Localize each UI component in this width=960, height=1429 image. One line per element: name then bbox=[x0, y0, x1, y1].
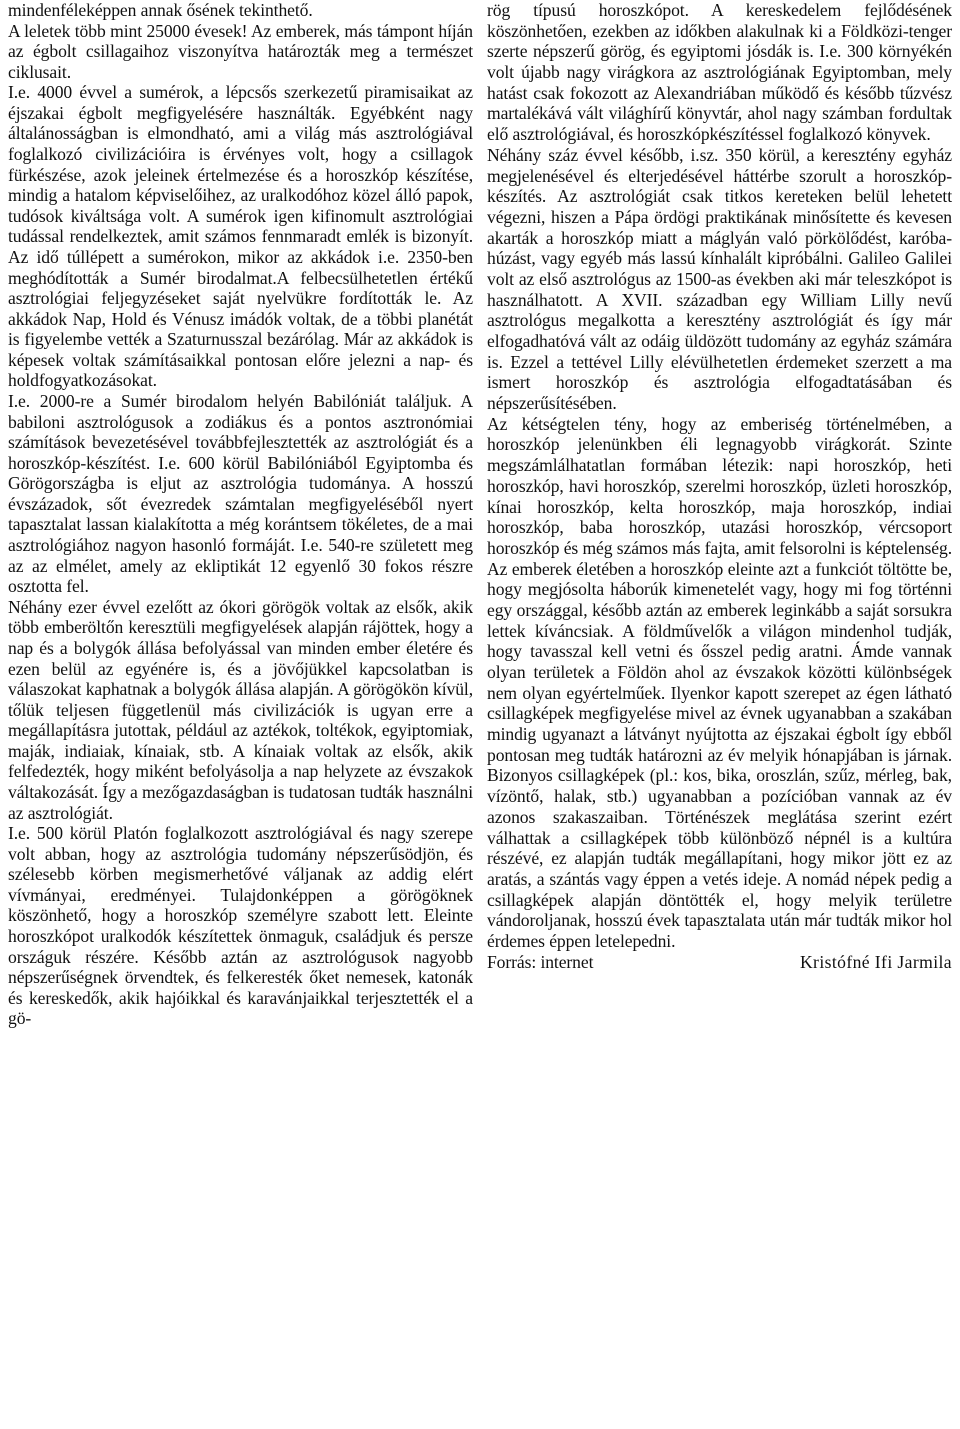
left-column bbox=[8, 0, 473, 1429]
paragraph: rög típusú horoszkópot. A kereskedelem fejlődésének köszönhetően, ezekben az időkben alakulnak ki a Földközi-tenger szerte népszerű görög, és egyiptomi jósdák is. I.e. 300 környékén volt újabb nagy virágkora az asztrológiának Egyiptomban, mely hatást csak fokozott az Alexandriában működő és később tűzvész martalékává vált világhírű könyvtár, ahol nagy számban fordultak elő asztrológiával, és horoszkópkészítéssel foglalkozó könyvek. bbox=[487, 0, 952, 145]
paragraph: I.e. 2000-re a Sumér birodalom helyén Babilóniát találjuk. A babiloni asztrológusok a zodiákus és a pontos asztronómiai számítások bevezetésével továbbfejlesztették az asztrológiát és a horoszkóp-készítést. I.e. 600 körül Babilóniából Egyiptomba és Görögországba is eljut az asztrológia tudománya. A hosszú évszázadok, sőt évezredek számtalan megfigyeléséből nyert tapasztalat lassan kialakította a még korántsem tökéletes, de a mai asztrológiához nagyon hasonló formáját. I.e. 540-re született meg az az elmélet, amely az ekliptikát 12 egyenlő 30 fokos részre osztotta fel. bbox=[8, 390, 473, 597]
paragraph: Néhány ezer évvel ezelőtt az ókori görögök voltak az elsők, akik több emberöltőn keresztüli megfigyelések alapján rájöttek, hogy a nap és a bolygók állása befolyással van minden ember életére és ezen belül az egyénére is, és a jövőjükkel kapcsolatban is válaszokat kaphatnak a bolygók állása alapján. A görögökön kívül, tőlük teljesen függetlenül más civilizációk is ugyan erre a megállapításra jutottak, például az aztékok, toltékok, egyiptomiak, maják, indiaiak, kínaiak, stb. A kínaiak voltak az elsők, akik felfedezték, hogy miként befolyásolja a nap helyzete az évszakok váltakozását. Így a mezőgazdaságban is tudatosan tudták használni az asztrológiát. bbox=[8, 596, 473, 823]
paragraph: Néhány száz évvel később, i.sz. 350 körül, a keresztény egyház megjelenésével és elterjedésével háttérbe szorult a horoszkóp-készítés. Az asztrológiát csak titkos kereteken belül lehetett végezni, hiszen a Pápa ördögi praktikának minősítette és kevesen akarták a horoszkóp miatt a máglyán való pörkölődést, karóba-húzást, vagy egyéb más lassú kínhalált kipróbálni. Galileo Galilei volt az első asztrológus az 1500-as években aki már teleszkópot is használhatott. A XVII. században egy William Lilly nevű asztrológus megalkotta a keresztény asztrológiát és így már elfogadhatóvá vált az odáig üldözött tudomány az egyház számára is. Ezzel a tettével Lilly elévülhetetlen érdemeket szerzett a ma ismert horoszkóp és asztrológia elfogadtatásában és népszerűsítésében. bbox=[487, 144, 952, 414]
paragraph: mindenféleképpen annak ősének tekinthető. bbox=[8, 0, 313, 20]
article-page bbox=[8, 0, 952, 1429]
source-label: Forrás: internet bbox=[487, 951, 594, 972]
paragraph: I.e. 500 körül Platón foglalkozott asztrológiával és nagy szerepe volt abban, hogy az asztrológia tudomány népszerűsödjön, és szélesebb körben megismerhetővé váljanak az addig elért vívmányai, eredményei. Tulajdonképpen a görögöknek köszönhető, hogy a horoszkóp személyre szabott lett. Eleinte horoszkópot uralkodók készítettek önmaguk, családjuk és persze országuk részére. Később aztán az asztrológusok nagyobb népszerűségnek örvendtek, és felkeresték őket nemesek, katonák és kereskedők, akik hajóikkal és karavánjaikkal terjesztették el a gö- bbox=[8, 823, 473, 1029]
paragraph: A leletek több mint 25000 évesek! Az emberek, más támpont híján az égbolt csillagaihoz viszonyítva határozták meg a természet ciklusait. bbox=[8, 20, 473, 82]
paragraph: Az kétségtelen tény, hogy az emberiség történelmében, a horoszkóp jelenünkben éli legnagyobb virágkorát. Szinte megszámlálhatatlan formában létezik: napi horoszkóp, heti horoszkóp, havi horoszkóp, szerelmi horoszkóp, üzleti horoszkóp, kínai horoszkóp, kelta horoszkóp, maja horoszkóp, indiai horoszkóp, baba horoszkóp, utazási horoszkóp, vércsoport horoszkóp és még számos más fajta, amit felsorolni is képtelenség. Az emberek életében a horoszkóp eleinte azt a funkciót töltötte be, hogy megjósolta háborúk kimenetelét vagy, hogy mi fog történni egy országgal, később aztán az emberek leginkább a saját sorsukra lettek kíváncsiak. A földművelők a világon mindenhol tudják, hogy tavasszal kell vetni és ősszel pedig aratni. Ámde vannak olyan területek a Földön ahol az évszakok közötti különbségek nem olyan egyértelműek. Ilyenkor kapott szerepet az égen látható csillagképek megfigyelése mivel az évnek ugyanabban a szakában mindig ugyanazt a látványt nyújtotta az éjszakai égbolt így ebből pontosan meg tudták határozni az év melyik hónapjában is járnak. Bizonyos csillagképek (pl.: kos, bika, oroszlán, szűz, mérleg, bak, vízöntő, halak, stb.) ugyanabban a pozícióban vannak az év azonos szakaszaiban. Történészek meglátása szerint ezért válhattak a csillagképek több különböző népnél is a kultúra részévé, ez alapján tudták megállapítani, hogy mikor jött ez az aratás, a szántás vagy éppen a vetés ideje. A nomád népek pedig a csillagképek alapján döntötték el, hogy melyik területre vándoroljanak, hosszú évek tapasztalata után már tudták mikor hol érdemes éppen letelepedni. bbox=[487, 413, 952, 951]
article-credits bbox=[487, 952, 952, 973]
paragraph: I.e. 4000 évvel a sumérok, a lépcsős szerkezetű piramisaikat az éjszakai égbolt megfigyelésére használták. Egyébként nagy általánosságban is elmondható, ami a világ más asztrológiával foglalkozó civilizációira is érvényes volt, hogy a csillagok fürkészése, azok jeleinek értelmezése és a horoszkóp készítése, mindig a hatalom képviselőihez, az uralkodóhoz közel álló papok, tudósok kiváltsága volt. A sumérok igen kifinomult asztrológiai tudással rendelkeztek, amit számos fennmaradt emlék is bizonyít. Az idő túllépett a sumérokon, mikor az akkádok i.e. 2350-ben meghódították a Sumér birodalmat.A felbecsülhetetlen értékű asztrológiai feljegyzéseket saját nyelvükre fordították le. Az akkádok Nap, Hold és Vénusz imádók voltak, de a többi planétát is figyelembe vették a Szaturnusszal bezárólag. Már az akkádok is képesek voltak számításaikkal pontosan előre jelezni a nap- és holdfogyatkozásokat. bbox=[8, 82, 473, 391]
right-column bbox=[487, 0, 952, 1429]
author-name: Kristófné Ifi Jarmila bbox=[799, 951, 952, 972]
